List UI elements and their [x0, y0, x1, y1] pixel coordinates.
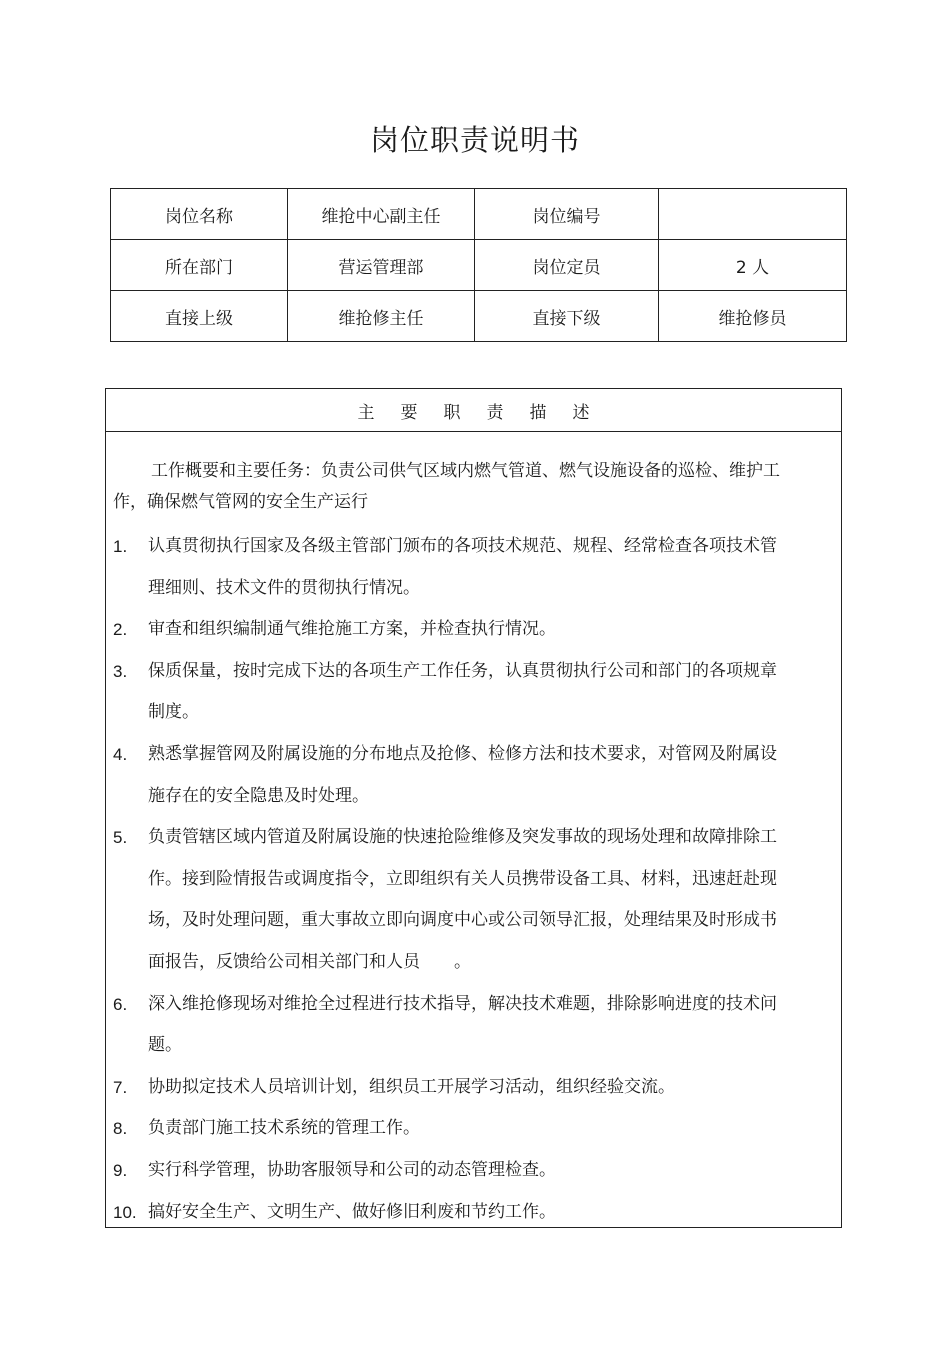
- item-number: 6.: [113, 994, 128, 1014]
- duties-section: [105, 388, 842, 1228]
- item-text: 保质保量，按时完成下达的各项生产工作任务，认真贯彻执行公司和部门的各项规章制度。: [148, 660, 777, 723]
- table-row: [111, 189, 847, 240]
- list-item: [113, 817, 841, 983]
- item-text: 协助拟定技术人员培训计划，组织员工开展学习活动，组织经验交流。: [148, 1076, 675, 1097]
- list-item: [113, 734, 841, 817]
- item-text: 搞好安全生产、文明生产、做好修旧利废和节约工作。: [148, 1201, 556, 1222]
- duties-header-label: 主要职责描述: [357, 402, 616, 423]
- list-item: [113, 1192, 841, 1234]
- document-title: 岗位职责说明书: [369, 123, 580, 157]
- label-department: 所在部门: [111, 240, 288, 291]
- value-position-name: 维抢中心副主任: [288, 189, 475, 240]
- item-number: 9.: [113, 1160, 128, 1180]
- label-position-name: 岗位名称: [111, 189, 288, 240]
- item-text: 负责管辖区域内管道及附属设施的快速抢险维修及突发事故的现场处理和故障排除工作。接到险情报告或调度指令，立即组织有关人员携带设备工具、材料，迅速赶赴现场，及时处理问题，重大事故立即向调度中心或公司领导汇报，处理结果及时形成书面报告，反馈给公司相关部门和人员 。: [148, 827, 777, 972]
- label-position-code: 岗位编号: [475, 189, 659, 240]
- duties-summary: 工作概要和主要任务：负责公司供气区域内燃气管道、燃气设施设备的巡检、维护工作，确保燃气管网的安全生产运行: [113, 461, 780, 512]
- item-number: 10.: [113, 1202, 137, 1222]
- value-headcount: 2 人: [659, 240, 847, 291]
- item-number: 7.: [113, 1077, 128, 1097]
- label-headcount: 岗位定员: [475, 240, 659, 291]
- table-row: [111, 291, 847, 342]
- item-text: 负责部门施工技术系统的管理工作。: [148, 1118, 420, 1139]
- item-number: 3.: [113, 661, 128, 681]
- list-item: [113, 1108, 841, 1150]
- list-item: [113, 984, 841, 1067]
- position-info-table: [110, 188, 847, 342]
- item-text: 认真贯彻执行国家及各级主管部门颁布的各项技术规范、规程、经常检查各项技术管理细则、技术文件的贯彻执行情况。: [148, 536, 777, 598]
- item-number: 2.: [113, 620, 128, 640]
- item-number: 8.: [113, 1119, 128, 1139]
- item-text: 实行科学管理，协助客服领导和公司的动态管理检查。: [148, 1159, 556, 1180]
- value-department: 营运管理部: [288, 240, 475, 291]
- list-item: [113, 526, 841, 609]
- value-position-code: [659, 189, 847, 240]
- item-text: 审查和组织编制通气维抢施工方案，并检查执行情况。: [148, 619, 556, 640]
- list-item: [113, 1150, 841, 1192]
- duties-header: [106, 389, 841, 432]
- duties-list: [113, 526, 841, 1233]
- value-direct-subordinate: 维抢修员: [659, 291, 847, 342]
- list-item: [113, 609, 841, 651]
- item-number: 5.: [113, 828, 128, 848]
- item-text: 深入维抢修现场对维抢全过程进行技术指导，解决技术难题，排除影响进度的技术问题。: [148, 993, 777, 1056]
- item-text: 熟悉掌握管网及附属设施的分布地点及抢修、检修方法和技术要求，对管网及附属设施存在的安全隐患及时处理。: [148, 743, 777, 806]
- value-direct-superior: 维抢修主任: [288, 291, 475, 342]
- item-number: 1.: [113, 537, 128, 556]
- label-direct-superior: 直接上级: [111, 291, 288, 342]
- label-direct-subordinate: 直接下级: [475, 291, 659, 342]
- list-item: [113, 651, 841, 734]
- item-number: 4.: [113, 744, 128, 764]
- list-item: [113, 1067, 841, 1109]
- table-row: [111, 240, 847, 291]
